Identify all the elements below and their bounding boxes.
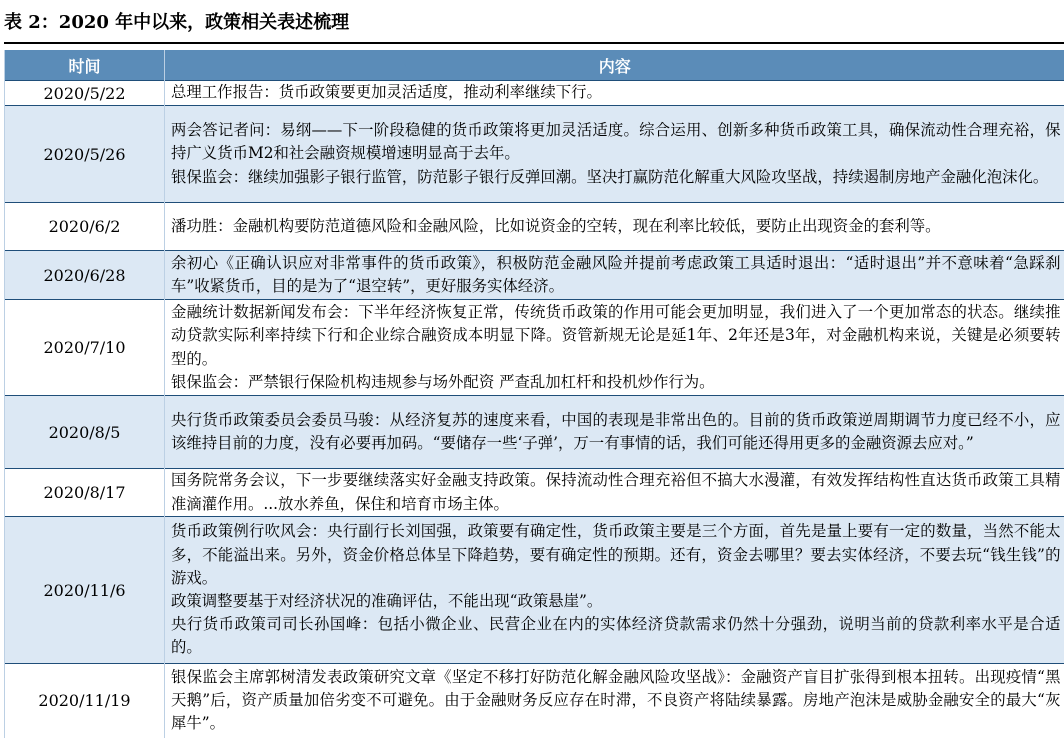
row-paragraph: 潘功胜：金融机构要防范道德风险和金融风险，比如说资金的空转，现在利率比较低，要防止出现资金的套利等。 xyxy=(171,216,941,235)
policy-table xyxy=(4,50,1064,738)
row-date: 2020/5/22 xyxy=(5,81,165,106)
row-paragraph: 货币政策例行吹风会：央行副行长刘国强，政策要有确定性，货币政策主要是三个方面，首先是量上要有一定的数量，当然不能太多，不能溢出来。另外，资金价格总体呈下降趋势，要有确定性的预期。还有，资金去哪里？要去实体经济，不要去玩“钱生钱”的游戏。 xyxy=(171,522,1061,587)
table-row xyxy=(5,517,1064,664)
row-paragraph: 银保监会：继续加强影子银行监管，防范影子银行反弹回潮。坚决打赢防范化解重大风险攻坚战，持续遏制房地产金融化泡沫化。 xyxy=(171,167,1049,186)
row-date: 2020/8/5 xyxy=(5,396,165,469)
table-row xyxy=(5,81,1064,106)
row-date: 2020/7/10 xyxy=(5,300,165,396)
row-content xyxy=(165,251,1064,300)
row-paragraph: 两会答记者问：易纲——下一阶段稳健的货币政策将更加灵活适度。综合运用、创新多种货币政策工具，确保流动性合理充裕，保持广义货币M2和社会融资规模增速明显高于去年。 xyxy=(171,121,1061,163)
table-row xyxy=(5,469,1064,517)
row-paragraph: 余初心《正确认识应对非常事件的货币政策》，积极防范金融风险并提前考虑政策工具适时退出：“适时退出”并不意味着“急踩刹车”收紧货币，目的是为了“退空转”，更好服务实体经济。 xyxy=(171,253,1061,295)
row-date: 2020/11/6 xyxy=(5,517,165,664)
row-content xyxy=(165,469,1064,517)
row-date: 2020/8/17 xyxy=(5,469,165,517)
row-content xyxy=(165,106,1064,203)
row-paragraph: 国务院常务会议，下一步要继续落实好金融支持政策。保持流动性合理充裕但不搞大水漫灌，有效发挥结构性直达货币政策工具精准滴灌作用。...放水养鱼，保住和培育市场主体。 xyxy=(171,471,1061,513)
row-content xyxy=(165,300,1064,396)
header-row xyxy=(5,50,1064,81)
row-date: 2020/11/19 xyxy=(5,664,165,738)
header-content: 内容 xyxy=(165,50,1064,81)
row-date: 2020/6/2 xyxy=(5,203,165,251)
table-row xyxy=(5,664,1064,738)
title-rule xyxy=(4,42,1064,44)
row-content xyxy=(165,664,1064,738)
row-paragraph: 总理工作报告：货币政策要更加灵活适度，推动利率继续下行。 xyxy=(171,83,602,102)
row-date: 2020/6/28 xyxy=(5,251,165,300)
row-content xyxy=(165,517,1064,664)
row-content xyxy=(165,396,1064,469)
row-paragraph: 央行货币政策委员会委员马骏：从经济复苏的速度来看，中国的表现是非常出色的。目前的货币政策逆周期调节力度已经不小，应该维持目前的力度，没有必要再加码。“要储存一些‘子弹’，万一有事情的话，我们可能还得用更多的金融资源去应对。” xyxy=(171,410,1061,452)
row-paragraph: 银保监会：严禁银行保险机构违规参与场外配资 严查乱加杠杆和投机炒作行为。 xyxy=(171,372,715,391)
row-paragraph: 政策调整要基于对经济状况的准确评估，不能出现“政策悬崖”。 xyxy=(171,592,603,610)
table-row xyxy=(5,106,1064,203)
table-row xyxy=(5,251,1064,300)
row-content xyxy=(165,203,1064,251)
table-row xyxy=(5,203,1064,251)
row-date: 2020/5/26 xyxy=(5,106,165,203)
table-row xyxy=(5,396,1064,469)
table-row xyxy=(5,300,1064,396)
header-date: 时间 xyxy=(5,50,165,81)
table-title: 表 2：2020 年中以来，政策相关表述梳理 xyxy=(4,12,350,33)
row-paragraph: 银保监会主席郭树清发表政策研究文章《坚定不移打好防范化解金融风险攻坚战》：金融资产盲目扩张得到根本扭转。出现疫情“黑天鹅”后，资产质量加倍劣变不可避免。由于金融财务反应存在时滞，不良资产将陆续暴露。房地产泡沫是威胁金融安全的最大“灰犀牛”。 xyxy=(171,667,1061,733)
row-paragraph: 金融统计数据新闻发布会：下半年经济恢复正常，传统货币政策的作用可能会更加明显，我们进入了一个更加常态的状态。继续推动贷款实际利率持续下行和企业综合融资成本明显下降。资管新规无论是延1年、2年还是3年，对金融机构来说，关键是必须要转型的。 xyxy=(171,303,1061,368)
row-content xyxy=(165,81,1064,106)
row-paragraph: 央行货币政策司司长孙国峰：包括小微企业、民营企业在内的实体经济贷款需求仍然十分强劲，说明当前的贷款利率水平是合适的。 xyxy=(171,615,1061,657)
